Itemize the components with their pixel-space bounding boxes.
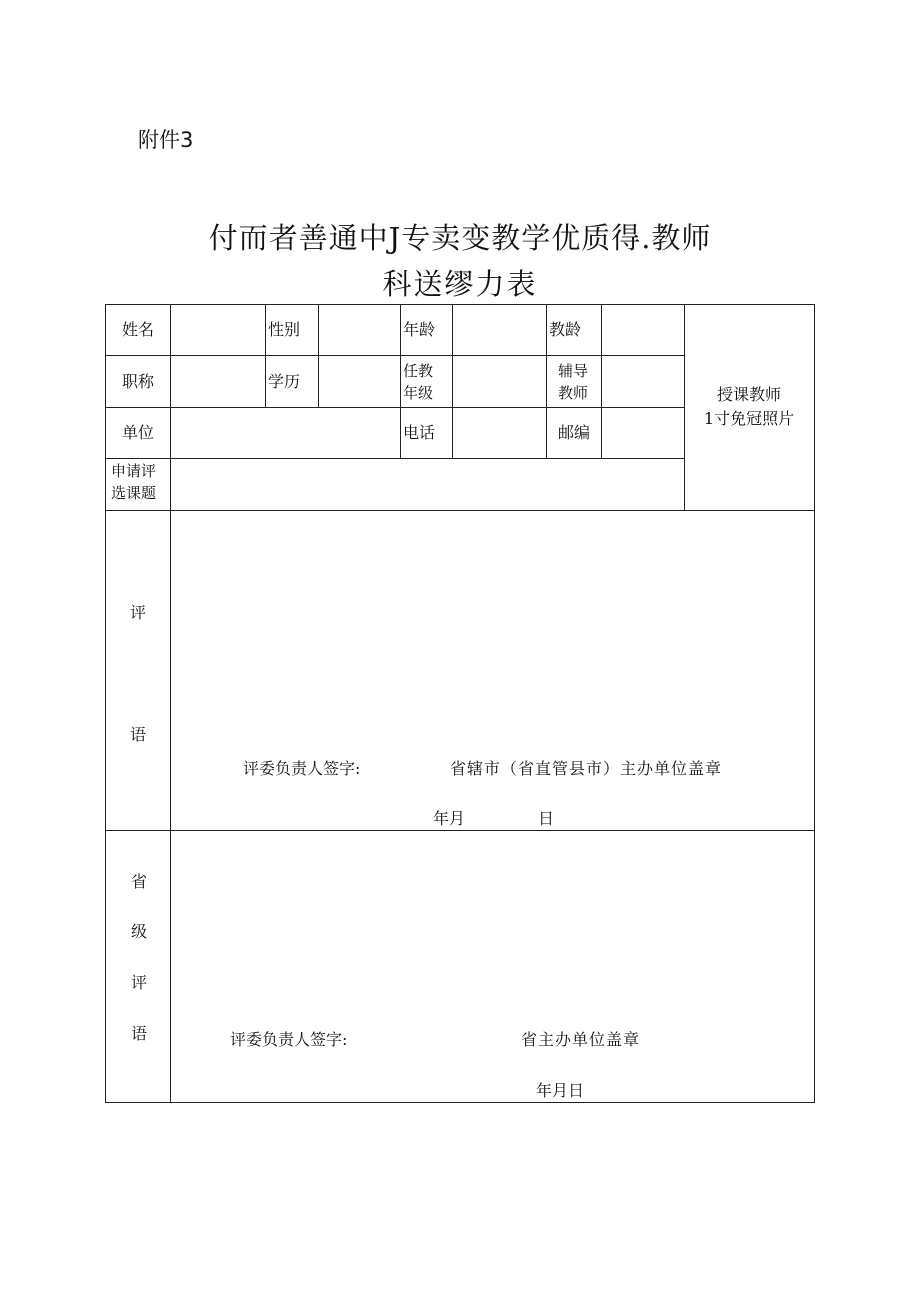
column-divider bbox=[400, 304, 401, 459]
review-label-1: 评 bbox=[130, 603, 147, 622]
column-divider bbox=[452, 304, 453, 459]
gender-label: 性别 bbox=[268, 320, 301, 339]
tutor-teacher-label-2: 教师 bbox=[558, 384, 589, 402]
table-border-right bbox=[814, 304, 815, 1103]
column-divider bbox=[170, 304, 171, 1103]
provincial-review-label-4: 语 bbox=[131, 1024, 148, 1043]
tutor-teacher-label-1: 辅导 bbox=[558, 362, 589, 380]
provincial-review-label-2: 级 bbox=[131, 922, 148, 941]
row-divider bbox=[105, 510, 815, 511]
postcode-label: 邮编 bbox=[558, 423, 591, 442]
provincial-signature-label: 评委负责人签字: bbox=[230, 1030, 348, 1049]
topic-label-2: 选课题 bbox=[111, 484, 157, 502]
education-label: 学历 bbox=[268, 372, 301, 391]
provincial-date: 年月日 bbox=[536, 1081, 585, 1100]
topic-label-1: 申请评 bbox=[111, 462, 157, 480]
table-border-bottom bbox=[105, 1102, 815, 1103]
column-divider bbox=[265, 304, 266, 408]
review-signature-label: 评委负责人签字: bbox=[243, 759, 361, 778]
row-divider bbox=[105, 407, 685, 408]
attachment-label: 附件3 bbox=[138, 128, 194, 152]
photo-label-line-2: 1寸免冠照片 bbox=[703, 409, 795, 428]
review-seal-label: 省辖市（省直管县市）主办单位盖章 bbox=[450, 759, 723, 778]
provincial-review-label-3: 评 bbox=[131, 973, 148, 992]
photo-label-line-1: 授课教师 bbox=[716, 385, 781, 404]
teaching-grade-label-1: 任教 bbox=[403, 362, 434, 380]
provincial-seal-label: 省主办单位盖章 bbox=[521, 1030, 641, 1049]
teaching-grade-label-2: 年级 bbox=[403, 384, 434, 402]
row-divider bbox=[105, 830, 815, 831]
row-divider bbox=[105, 355, 685, 356]
name-label: 姓名 bbox=[122, 320, 155, 339]
form-title-line-1: 付而者善通中J专卖变教学优质得.教师 bbox=[208, 221, 712, 255]
table-border-left bbox=[105, 304, 106, 1103]
column-divider bbox=[601, 304, 602, 459]
teaching-years-label: 教龄 bbox=[549, 320, 582, 339]
review-date-year-month: 年月 bbox=[433, 809, 466, 828]
column-divider bbox=[318, 304, 319, 408]
form-title-line-2: 科送缪力表 bbox=[382, 267, 538, 301]
age-label: 年龄 bbox=[403, 320, 436, 339]
review-date-day: 日 bbox=[538, 809, 555, 828]
professional-title-label: 职称 bbox=[122, 372, 155, 391]
provincial-review-label-1: 省 bbox=[131, 872, 148, 891]
phone-label: 电话 bbox=[403, 423, 436, 442]
unit-label: 单位 bbox=[122, 423, 155, 442]
table-border-top bbox=[105, 304, 815, 305]
row-divider bbox=[105, 458, 685, 459]
review-label-2: 语 bbox=[130, 725, 147, 744]
column-divider bbox=[546, 304, 547, 459]
